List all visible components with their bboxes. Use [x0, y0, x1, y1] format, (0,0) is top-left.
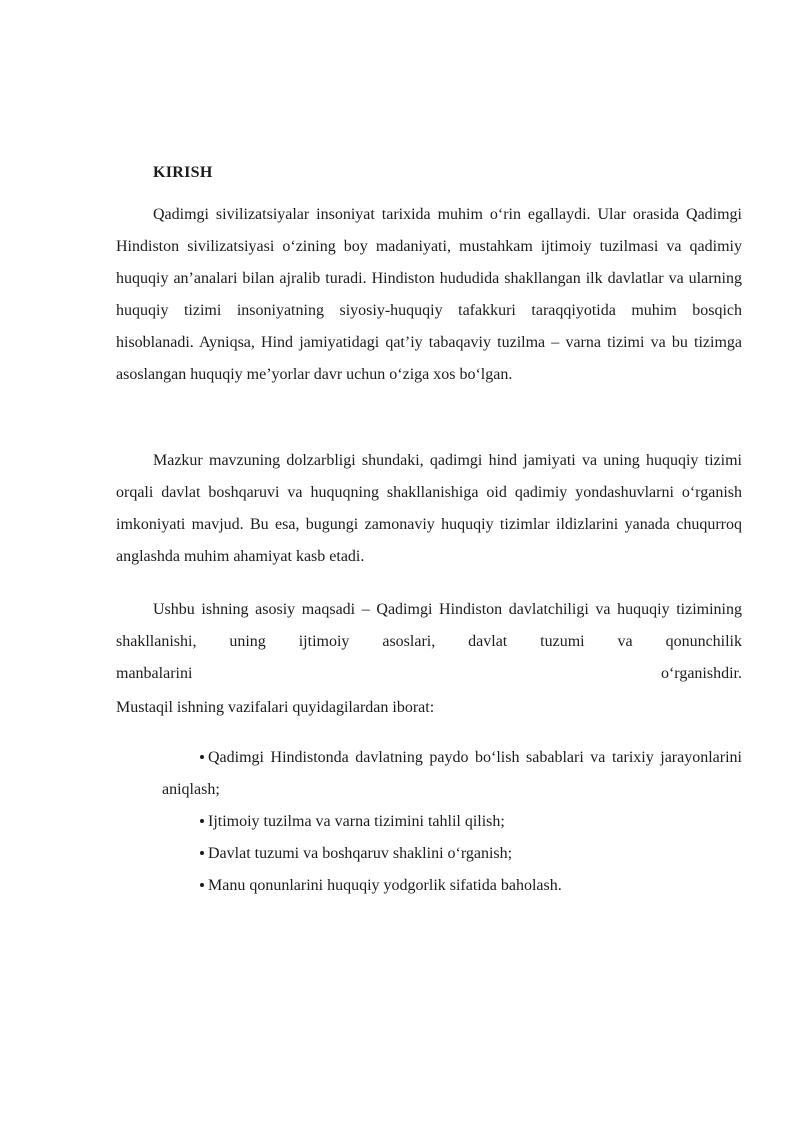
list-item — [162, 838, 742, 870]
tasks-list — [162, 742, 742, 902]
section-heading: KIRISH — [153, 164, 213, 181]
paragraph-goal-text-end: manbalarini o‘rganishdir. — [116, 665, 742, 682]
list-item — [162, 806, 742, 838]
paragraph-relevance: Mazkur mavzuning dolzarbligi shundaki, qadimgi hind jamiyati va uning huquqiy tizimi orqali davlat boshqaruvi va huquqning shakllanishiga oid qadimiy yondashuvlarni o‘rganish imkoniyati mavjud. Bu esa, bugungi zamonaviy huquqiy tizimlar ildizlarini yanada chuqurroq anglashda muhim ahamiyat kasb etadi. — [116, 452, 742, 565]
list-item-text: Qadimgi Hindistonda davlatning paydo bo‘lish sabablari va tarixiy jarayonlarini aniqlash; — [162, 749, 742, 798]
paragraph-introduction: Qadimgi sivilizatsiyalar insoniyat tarixida muhim o‘rin egallaydi. Ular orasida Qadimgi Hindiston sivilizatsiyasi o‘zining boy madaniyati, mustahkam ijtimoiy tuzilmasi va qadimiy huquqiy an’analari bilan ajralib turadi. Hindiston hududida shakllangan ilk davlatlar va ularning huquqiy tizimi insoniyatning siyosiy-huquqiy tafakkuri taraqqiyotida muhim bosqich hisoblanadi. Ayniqsa, Hind jamiyatidagi qat’iy tabaqaviy tuzilma – varna tizimi va bu tizimga asoslangan huquqiy me’yorlar davr uchun o‘ziga xos bo‘lgan. — [116, 206, 742, 383]
bullet-icon — [200, 755, 204, 759]
tasks-intro: Mustaqil ishning vazifalari quyidagilardan iborat: — [116, 699, 435, 716]
bullet-icon — [200, 883, 204, 887]
bullet-icon — [200, 851, 204, 855]
paragraph-goal — [116, 594, 742, 690]
list-item-text: Manu qonunlarini huquqiy yodgorlik sifatida baholash. — [208, 877, 562, 894]
list-item — [162, 742, 742, 806]
paragraph-goal-text: Ushbu ishning asosiy maqsadi – Qadimgi Hindiston davlatchiligi va huquqiy tizimining shakllanishi, uning ijtimoiy asoslari, davlat tuzumi va qonunchilik — [116, 601, 742, 650]
list-item-text: Davlat tuzumi va boshqaruv shaklini o‘rganish; — [208, 845, 513, 862]
bullet-icon — [200, 819, 204, 823]
list-item — [162, 870, 742, 902]
list-item-text: Ijtimoiy tuzilma va varna tizimini tahlil qilish; — [208, 813, 505, 830]
